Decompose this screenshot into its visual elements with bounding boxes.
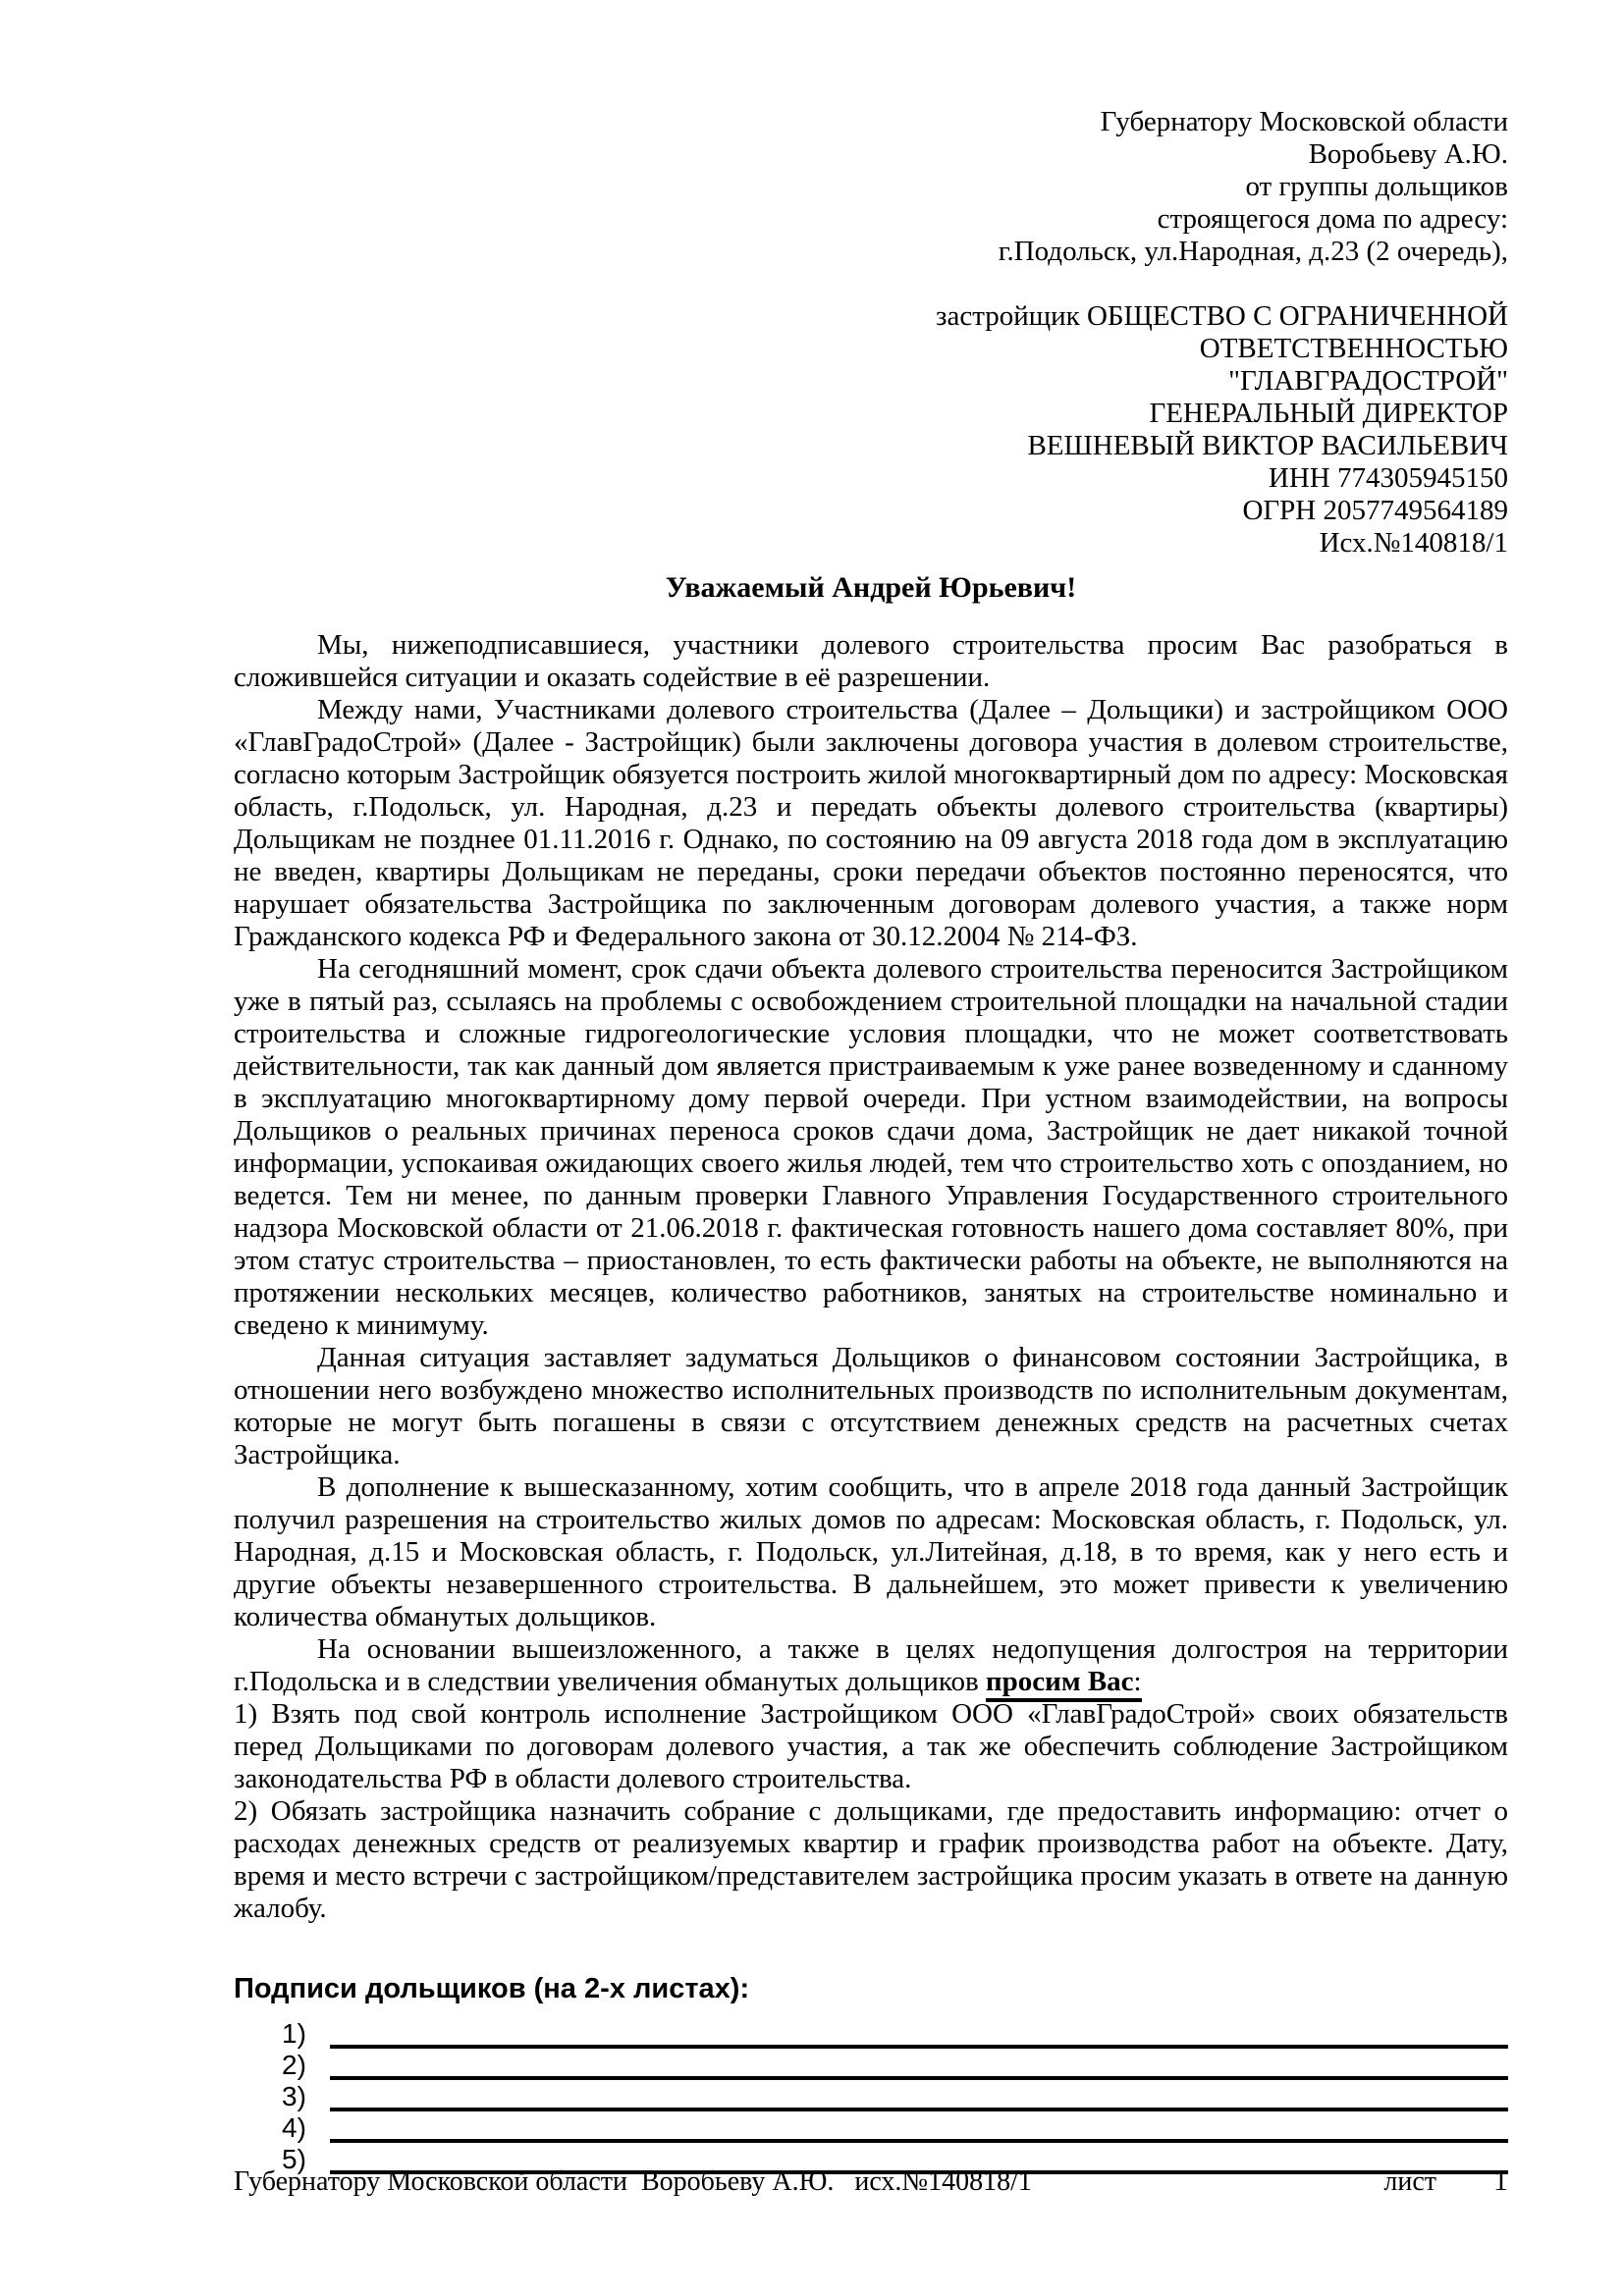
paragraph-finances: Данная ситуация заставляет задуматься Дольщиков о финансовом состоянии Застройщика, в отношении него возбуждено множество исполнительных производств по исполнительным документам, которые не могут быть погашены в связи с отсутствием денежных средств на расчетных счетах Застройщика. — [234, 1342, 1508, 1470]
recipient-line: г.Подольск, ул.Народная, д.23 (2 очередь), — [998, 236, 1508, 267]
signature-row — [234, 2080, 1508, 2111]
request-emphasis-tail: : — [1133, 1666, 1142, 1697]
signature-blank-line — [330, 2045, 1508, 2049]
paragraph-contracts: Между нами, Участниками долевого строительства (Далее – Дольщики) и застройщиком ООО «ГлавГрадоСтрой» (Далее - Застройщик) были заключены договора участия в долевом строительстве, согласно которым Застройщик обязуется построить жилой многоквартирный дом по адресу: Московская область, г.Подольск, ул. Народная, д.23 и передать объекты долевого строительства (квартиры) Дольщикам не позднее 01.11.2016 г. Однако, по состоянию на 09 августа 2018 года дом в эксплуатацию не введен, квартиры Дольщикам не переданы, сроки передачи объектов постоянно переносятся, что нарушает обязательства Застройщика по заключенным договорам долевого участия, а также норм Гражданского кодекса РФ и Федерального закона от 30.12.2004 № 214-ФЗ. — [234, 694, 1508, 952]
sheet-number: 1 — [1493, 2164, 1508, 2197]
letter-header — [234, 106, 1508, 560]
paragraph-new-permits: В дополнение к вышесказанному, хотим сообщить, что в апреле 2018 года данный Застройщик получил разрешения на строительство жилых домов по адресам: Московская область, г. Подольск, ул. Народная, д.15 и Московская область, г. Подольск, ул.Литейная, д.18, в то время, как у него есть и другие объекты незавершенного строительства. В дальнейшем, это может привести к увеличению количества обманутых дольщиков. — [234, 1471, 1508, 1632]
page-footer — [234, 2164, 1508, 2198]
signature-number: 1) — [282, 2018, 306, 2049]
paragraph-delays: На сегодняшний момент, срок сдачи объекта долевого строительства переносится Застройщиком уже в пятый раз, ссылаясь на проблемы с освобождением строительной площадки на начальной стадии строительства и сложные гидрогеологические условия площадки, что не может соответствовать действительности, так как данный дом является пристраиваемым к уже ранее возведенному и сданному в эксплуатацию многоквартирному дому первой очереди. При устном взаимодействии, на вопросы Дольщиков о реальных причинах переноса сроков сдачи дома, Застройщик не дает никакой точной информации, успокаивая ожидающих своего жилья людей, тем что строительство хоть с опозданием, но ведется. Тем ни менее, по данным проверки Главного Управления Государственного строительного надзора Московской области от 21.06.2018 г. фактическая готовность нашего дома составляет 80%, при этом статус строительства – приостановлен, то есть фактически работы на объекте, не выполняются на протяжении нескольких месяцев, количество работников, занятых на строительстве номинально и сведено к минимуму. — [234, 953, 1508, 1341]
developer-inn-line: ИНН 774305945150 — [1268, 462, 1508, 494]
request-emphasis-text: просим Вас — [985, 1666, 1134, 1697]
signature-number: 4) — [282, 2112, 306, 2143]
paragraph-intro: Мы, нижеподписавшиеся, участники долевого строительства просим Вас разобраться в сложившейся ситуации и оказать содействие в её разрешении. — [234, 629, 1508, 693]
recipient-line: от группы дольщиков — [1245, 171, 1508, 202]
recipient-line: строящегося дома по адресу: — [1157, 203, 1508, 235]
signature-row — [234, 2017, 1508, 2049]
request-item-1: 1) Взять под свой контроль исполнение Застройщиком ООО «ГлавГрадоСтрой» своих обязательств перед Дольщиками по договорам долевого участия, а так же обеспечить соблюдение Застройщиком законодательства РФ в области долевого строительства. — [234, 1698, 1508, 1794]
footer-sheet — [1383, 2164, 1508, 2198]
signature-blank-line — [330, 2108, 1508, 2111]
developer-line: ОТВЕТСТВЕННОСТЬЮ — [1199, 333, 1508, 364]
developer-line: ГЕНЕРАЛЬНЫЙ ДИРЕКТОР — [1149, 398, 1508, 429]
developer-line: ВЕШНЕВЫЙ ВИКТОР ВАСИЛЬЕВИЧ — [1027, 430, 1508, 461]
signature-row — [234, 2049, 1508, 2080]
paragraph-request — [234, 1633, 1508, 1698]
request-item-2: 2) Обязать застройщика назначить собрание с дольщиками, где предоставить информацию: отчет о расходах денежных средств от реализуемых квартир и график производства работ на объекте. Дату, время и место встречи с застройщиком/представителем застройщика просим указать в ответе на данную жалобу. — [234, 1795, 1508, 1924]
signatures-list — [234, 2017, 1508, 2174]
signature-number: 5) — [282, 2144, 306, 2174]
signature-row — [234, 2111, 1508, 2143]
signature-blank-line — [330, 2139, 1508, 2143]
developer-line: "ГЛАВГРАДОСТРОЙ" — [1228, 365, 1508, 397]
sheet-label: лист — [1383, 2166, 1436, 2197]
footer-reference: Губернатору Московской области Воробьеву А.Ю. исх.№140818/1 — [234, 2166, 1032, 2197]
request-emphasis — [986, 1666, 1142, 1702]
signature-blank-line — [330, 2076, 1508, 2080]
blank-line — [234, 268, 1508, 300]
signature-number: 2) — [282, 2050, 306, 2080]
recipient-line: Губернатору Московской области — [1100, 106, 1508, 137]
letter-body — [234, 629, 1508, 1925]
greeting-heading: Уважаемый Андрей Юрьевич! — [665, 571, 1077, 604]
request-intro-text: На основании вышеизложенного, а также в целях недопущения долгостроя на территории г.Подольска и в следствии увеличения обманутых дольщиков — [234, 1633, 1508, 1697]
outgoing-number-line: Исх.№140818/1 — [1319, 527, 1508, 559]
recipient-line: Воробьеву А.Ю. — [1308, 138, 1508, 170]
developer-line: застройщик ОБЩЕСТВО С ОГРАНИЧЕННОЙ — [936, 300, 1508, 332]
signature-number: 3) — [282, 2081, 306, 2111]
signatures-heading: Подписи дольщиков (на 2-х листах): — [234, 1973, 750, 2004]
developer-ogrn-line: ОГРН 2057749564189 — [1242, 495, 1508, 526]
